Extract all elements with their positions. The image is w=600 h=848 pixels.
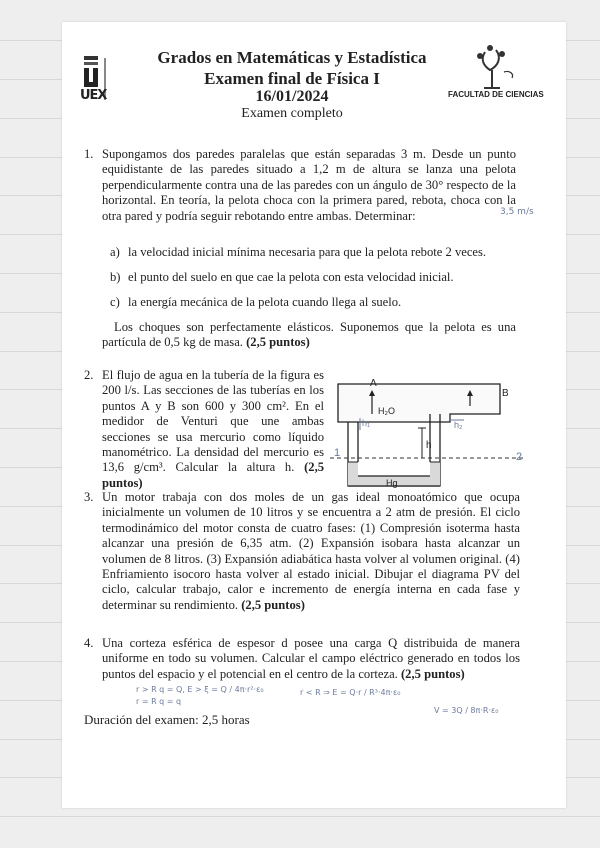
question-1-points: (2,5 puntos) (246, 335, 310, 350)
label-h: h (426, 440, 432, 451)
handwritten-note-q4-d: V = 3Q / 8π·R·ε₀ (434, 706, 499, 715)
handwritten-note-q4-a: r > R q = Q, E > ξ = Q / 4π·r²·ε₀ (136, 685, 264, 694)
item-label: b) (110, 270, 121, 284)
handwritten-note-q4-b: r = R q = q (136, 697, 182, 706)
question-4-number: 4. (84, 636, 94, 650)
question-1-note-text: Los choques son perfectamente elásticos. Suponemos que la pelota es una partícula de 0,5 kg de masa. (102, 320, 516, 350)
label-2: 2 (516, 451, 523, 463)
exam-subtitle: Examen completo (241, 106, 343, 121)
label-b: B (502, 388, 509, 399)
logo-text: UEX (80, 88, 107, 103)
label-h2: h₂ (454, 420, 463, 430)
question-4-text: Una corteza esférica de espesor d posee una carga Q distribuida de manera uniforme en todo su volumen. Calcular el campo eléctrico generado en todos los puntos del espacio y el potencial en el centro de la corteza. (102, 636, 520, 681)
question-1-note (102, 320, 516, 351)
question-2-number: 2. (84, 368, 94, 382)
question-3 (84, 490, 520, 613)
background-rule (0, 816, 600, 817)
university-logo (80, 54, 122, 106)
question-1-item-a (110, 245, 528, 260)
label-1: 1 (334, 447, 341, 459)
label-h1: h₁ (362, 418, 371, 428)
faculty-logo (440, 42, 550, 112)
question-2 (84, 368, 325, 491)
label-a: A (370, 378, 377, 389)
exam-sheet (62, 22, 566, 808)
handwritten-note-q4-c: r < R ⇒ E = Q·r / R³·4π·ε₀ (300, 688, 401, 697)
item-text: la velocidad inicial mínima necesaria para que la pelota rebote 2 veces. (128, 245, 487, 259)
label-hg: Hg (386, 478, 398, 488)
handwritten-note-q1: 3,5 m/s (500, 207, 534, 217)
exam-title-line1: Grados en Matemáticas y Estadística (157, 48, 427, 67)
question-4-points: (2,5 puntos) (400, 666, 465, 681)
exam-date: 16/01/2024 (255, 88, 329, 105)
faculty-logo-text: FACULTAD DE CIENCIAS (448, 90, 544, 99)
question-3-text: Un motor trabaja con dos moles de un gas ideal monoatómico que ocupa inicialmente un volumen de 10 litros y se encuentra a 2 atm de presión. El ciclo termodinámico del motor consta de cuatro fases: (1) Compresión isoterma hasta alcanzar una presión de 6,35 atm. (2) Expansión isobara hasta alcanzar un volumen de 8 litros. (3) Expansión adiabática hasta volver al volumen original. (4) Enfriamiento isocoro hasta volver al estado inicial. Dibujar el diagrama PV del ciclo, calcular trabajo, calor e incremento de energía interna en cada fase y determinar su rendimiento. (102, 490, 520, 612)
exam-title-line2: Examen final de Física I (204, 69, 380, 88)
question-1-number: 1. (84, 147, 94, 161)
question-4 (84, 636, 520, 682)
question-3-number: 3. (84, 490, 94, 504)
item-label: a) (110, 245, 120, 259)
question-1-item-c (110, 295, 528, 310)
item-text: el punto del suelo en que cae la pelota con esta velocidad inicial. (128, 270, 454, 284)
item-text: la energía mecánica de la pelota cuando llega al suelo. (128, 295, 402, 309)
label-water: H₂O (378, 406, 395, 416)
question-2-points: (2,5 puntos) (102, 460, 325, 490)
question-1-item-b (110, 270, 528, 285)
question-2-text: El flujo de agua en la tubería de la figura es 200 l/s. Las secciones de las tuberías en los puntos A y B son 600 y 300 cm². En el medidor de Venturi que une ambas secciones se usa mercurio como líquido manométrico. La densidad del mercurio es 13,6 g/cm³. Calcular la altura h. (102, 368, 324, 475)
question-1-text: Supongamos dos paredes paralelas que están separadas 3 m. Desde un punto equidistante de las paredes situado a 1,2 m de altura se lanza una pelota perpendicularmente contra una de las paredes con un ángulo de 30° respecto de la horizontal. En teoría, la pelota choca con la primera pared, rebota, choca con la otra pared y podría seguir rebotando entre ambas. Determinar: (102, 147, 516, 223)
exam-duration: Duración del examen: 2,5 horas (84, 712, 250, 727)
item-label: c) (110, 295, 120, 309)
question-1 (84, 147, 516, 224)
venturi-figure (330, 362, 530, 498)
question-3-points: (2,5 puntos) (241, 597, 305, 612)
